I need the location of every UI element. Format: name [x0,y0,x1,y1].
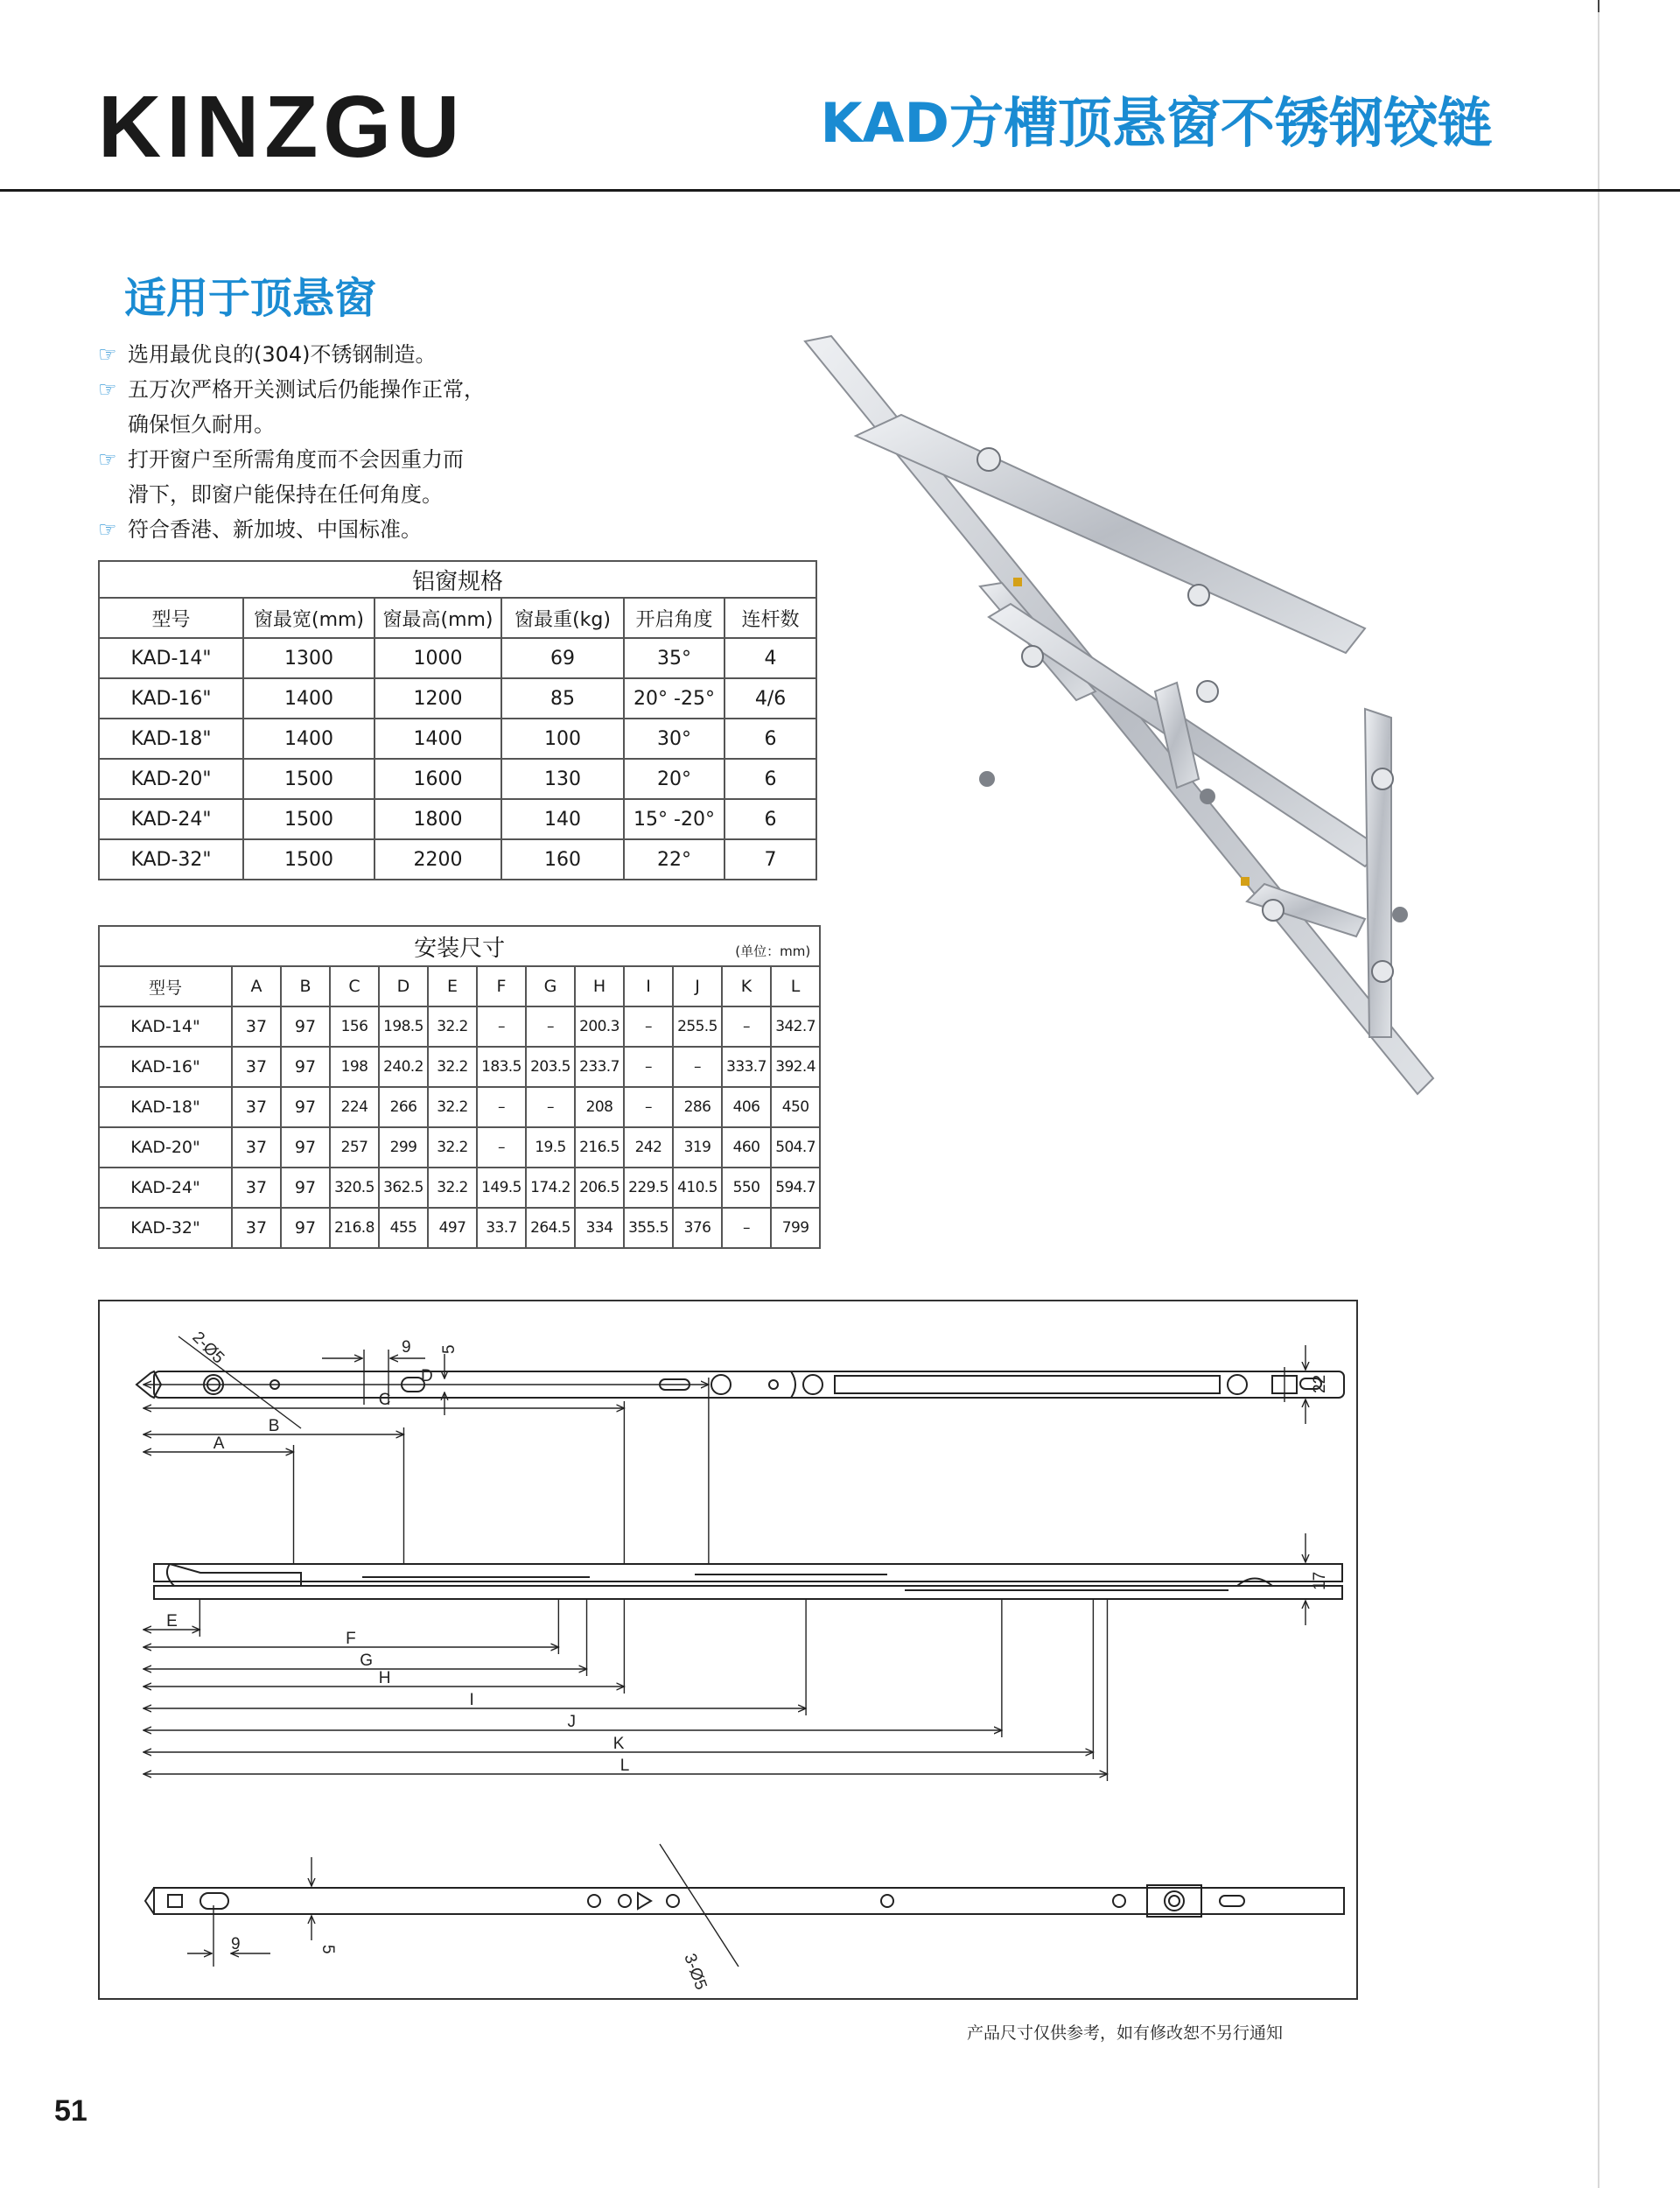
value-cell: 32.2 [428,1087,477,1127]
value-cell: 6 [724,799,816,839]
column-header: 型号 [99,966,232,1006]
bottom-rail-hole [667,1895,679,1907]
value-cell: 174.2 [526,1168,575,1208]
top-arm-channel [835,1376,1220,1393]
column-header: 窗最重(kg) [501,598,624,638]
table-row [99,1006,820,1047]
dim-5-label: 5 [440,1344,458,1354]
column-header: 连杆数 [724,598,816,638]
value-cell: 97 [281,1047,330,1087]
top-arm-rib [791,1371,795,1398]
table-row [99,799,816,839]
bottom-rail-hole-inner [1169,1896,1180,1906]
table-row [99,1087,820,1127]
section-heading: 适用于顶悬窗 [124,274,377,323]
value-cell: 35° [624,638,724,678]
value-cell: 37 [232,1208,281,1248]
table-row [99,719,816,759]
feature-list [98,337,485,547]
table-row [99,678,816,719]
right-margin-rule [1598,0,1600,2188]
value-cell: 20° -25° [624,678,724,719]
product-title: KAD方槽顶悬窗不锈钢铰链 [820,91,1492,155]
value-cell: 264.5 [526,1208,575,1248]
value-cell: 15° -20° [624,799,724,839]
value-cell: 497 [428,1208,477,1248]
bottom-rail-hole [588,1895,600,1907]
dimension-label: L [620,1757,630,1775]
dimension-label: A [213,1434,225,1453]
value-cell: 224 [330,1087,379,1127]
model-cell: KAD-18" [99,719,243,759]
feature-text: 滑下，即窗户能保持在任何角度。 [128,482,443,507]
value-cell: 406 [722,1087,771,1127]
value-cell: 7 [724,839,816,880]
value-cell: 30° [624,719,724,759]
value-cell: 97 [281,1168,330,1208]
value-cell: 37 [232,1087,281,1127]
feature-item [98,407,485,442]
value-cell: 342.7 [771,1006,820,1047]
dim-9-label: 9 [402,1338,411,1357]
value-cell: 6 [724,759,816,799]
value-cell: 333.7 [722,1047,771,1087]
value-cell: 97 [281,1127,330,1168]
value-cell: 200.3 [575,1006,624,1047]
dimension-label: G [360,1652,374,1670]
hole-leader-top [178,1336,301,1428]
dimension-label: K [612,1735,625,1753]
value-cell: 594.7 [771,1168,820,1208]
hinge-product-photo [788,324,1452,1112]
value-cell: – [624,1087,673,1127]
top-arm-hole [769,1380,778,1389]
table-header-row [99,966,820,1006]
dimension-label: I [469,1691,474,1709]
value-cell: 19.5 [526,1127,575,1168]
value-cell: 130 [501,759,624,799]
value-cell: 266 [379,1087,428,1127]
page-number: 51 [54,2094,88,2128]
value-cell: 208 [575,1087,624,1127]
model-cell: KAD-32" [99,839,243,880]
value-cell: 286 [673,1087,722,1127]
column-header: G [526,966,575,1006]
column-header: H [575,966,624,1006]
value-cell: – [624,1006,673,1047]
dimension-label: B [268,1417,280,1435]
bottom-rail-square [168,1895,182,1907]
pointing-hand-icon: ☞ [98,447,117,472]
column-header: L [771,966,820,1006]
value-cell: 1400 [243,678,374,719]
value-cell: 32.2 [428,1047,477,1087]
footer-disclaimer: 产品尺寸仅供参考，如有修改恕不另行通知 [967,2023,1284,2043]
value-cell: 32.2 [428,1168,477,1208]
value-cell: – [477,1127,526,1168]
table-row [99,638,816,678]
value-cell: 1600 [374,759,501,799]
value-cell: 460 [722,1127,771,1168]
dimension-lines [144,1378,1107,1781]
value-cell: 37 [232,1127,281,1168]
value-cell: 97 [281,1006,330,1047]
value-cell: 455 [379,1208,428,1248]
bottom-rail-hole [619,1895,631,1907]
hole-leader-bottom [660,1844,738,1967]
value-cell: 229.5 [624,1168,673,1208]
table-title: 铝窗规格 [99,561,816,598]
unit-label: (单位：mm) [735,943,811,959]
value-cell: 255.5 [673,1006,722,1047]
model-cell: KAD-18" [99,1087,232,1127]
model-cell: KAD-24" [99,1168,232,1208]
value-cell: 233.7 [575,1047,624,1087]
dimension-labels [166,1367,629,1775]
column-header: I [624,966,673,1006]
header-divider [0,189,1680,192]
value-cell: 257 [330,1127,379,1168]
main-rail-outline [154,1564,1342,1581]
value-cell: 1500 [243,799,374,839]
value-cell: 203.5 [526,1047,575,1087]
value-cell: – [722,1208,771,1248]
value-cell: 319 [673,1127,722,1168]
value-cell: 4 [724,638,816,678]
value-cell: 32.2 [428,1006,477,1047]
column-header: 开启角度 [624,598,724,638]
model-cell: KAD-16" [99,678,243,719]
value-cell: 97 [281,1208,330,1248]
bottom-rail-triangle [638,1893,651,1909]
table-row [99,1168,820,1208]
column-header: B [281,966,330,1006]
value-cell: 6 [724,719,816,759]
bottom-rail-tip [145,1888,154,1914]
feature-item [98,337,485,372]
value-cell: 355.5 [624,1208,673,1248]
bottom-rail-hole [1113,1895,1125,1907]
rail-left-end [167,1564,301,1586]
table-body [99,638,816,880]
dimension-label: E [166,1612,178,1630]
pointing-hand-icon: ☞ [98,342,117,367]
main-rail-base [154,1586,1342,1599]
value-cell: 1400 [374,719,501,759]
pointing-hand-icon: ☞ [98,377,117,402]
value-cell: 1000 [374,638,501,678]
value-cell: – [673,1047,722,1087]
top-arm-hole [711,1375,731,1394]
value-cell: – [722,1006,771,1047]
value-cell: – [526,1006,575,1047]
value-cell: 1200 [374,678,501,719]
bottom-rail-slot [200,1893,228,1909]
pointing-hand-icon: ☞ [98,517,117,542]
table-row [99,759,816,799]
feature-text: 选用最优良的(304)不锈钢制造。 [128,342,437,367]
dimension-label: H [378,1669,391,1687]
value-cell: 33.7 [477,1208,526,1248]
bottom-rail-hole [881,1895,893,1907]
crop-mark [1598,0,1600,12]
model-cell: KAD-24" [99,799,243,839]
value-cell: 160 [501,839,624,880]
value-cell: 97 [281,1087,330,1127]
value-cell: 392.4 [771,1047,820,1087]
value-cell: 410.5 [673,1168,722,1208]
bottom-rail-hole [1165,1891,1184,1911]
value-cell: 299 [379,1127,428,1168]
model-cell: KAD-16" [99,1047,232,1087]
value-cell: 320.5 [330,1168,379,1208]
hole-callout-top: 2-Ø5 [188,1328,228,1368]
table-row [99,1127,820,1168]
dim-22-label: 22 [1311,1374,1329,1393]
value-cell: 156 [330,1006,379,1047]
value-cell: 37 [232,1006,281,1047]
feature-item [98,442,485,477]
dim-5-bottom-label: 5 [318,1945,337,1954]
value-cell: 216.5 [575,1127,624,1168]
value-cell: 20° [624,759,724,799]
value-cell: – [624,1047,673,1087]
value-cell: 4/6 [724,678,816,719]
value-cell: 69 [501,638,624,678]
table-row [99,839,816,880]
column-header: 窗最高(mm) [374,598,501,638]
model-cell: KAD-32" [99,1208,232,1248]
value-cell: 376 [673,1208,722,1248]
value-cell: 334 [575,1208,624,1248]
hole-callout-bottom: 3-Ø5 [680,1951,710,1993]
column-header: A [232,966,281,1006]
value-cell: – [526,1087,575,1127]
feature-text: 确保恒久耐用。 [128,412,275,437]
table-title [99,926,820,966]
value-cell: 32.2 [428,1127,477,1168]
value-cell: – [477,1006,526,1047]
value-cell: 362.5 [379,1168,428,1208]
value-cell: 37 [232,1047,281,1087]
window-spec-table [98,560,817,880]
value-cell: 37 [232,1168,281,1208]
value-cell: 183.5 [477,1047,526,1087]
column-header: 窗最宽(mm) [243,598,374,638]
install-dimension-table [98,925,821,1249]
column-header: E [428,966,477,1006]
column-header: F [477,966,526,1006]
column-header: J [673,966,722,1006]
dimension-label: C [378,1391,391,1409]
value-cell: 1800 [374,799,501,839]
dim-9-bottom-label: 9 [231,1935,241,1953]
value-cell: 140 [501,799,624,839]
table-body [99,1006,820,1248]
technical-drawing [100,1301,1360,2002]
value-cell: 149.5 [477,1168,526,1208]
model-cell: KAD-14" [99,638,243,678]
column-header: K [722,966,771,1006]
column-header: D [379,966,428,1006]
top-arm-hole [803,1375,822,1394]
value-cell: 450 [771,1087,820,1127]
value-cell: 1500 [243,839,374,880]
brand-logo: KINZGU [98,78,466,176]
bottom-rail-slot [1220,1896,1244,1906]
value-cell: 240.2 [379,1047,428,1087]
column-header: C [330,966,379,1006]
bottom-rail-block [1147,1885,1201,1917]
value-cell: – [477,1087,526,1127]
value-cell: 504.7 [771,1127,820,1168]
feature-item [98,512,485,547]
feature-text: 打开窗户至所需角度而不会因重力而 [128,447,464,472]
value-cell: 100 [501,719,624,759]
value-cell: 22° [624,839,724,880]
value-cell: 799 [771,1208,820,1248]
value-cell: 198 [330,1047,379,1087]
technical-drawing-frame [98,1300,1358,2000]
table-row [99,1047,820,1087]
dim-17-label: 17 [1311,1571,1329,1590]
table-row [99,1208,820,1248]
value-cell: 242 [624,1127,673,1168]
top-arm-hole [1228,1375,1247,1394]
column-header: 型号 [99,598,243,638]
value-cell: 206.5 [575,1168,624,1208]
feature-item [98,372,485,407]
dimension-label: F [346,1630,356,1648]
dimension-label: D [420,1367,433,1385]
model-cell: KAD-20" [99,759,243,799]
table-header-row [99,598,816,638]
value-cell: 550 [722,1168,771,1208]
model-cell: KAD-14" [99,1006,232,1047]
feature-text: 符合香港、新加坡、中国标准。 [128,517,422,542]
value-cell: 198.5 [379,1006,428,1047]
feature-text: 五万次严格开关测试后仍能操作正常， [128,377,485,402]
value-cell: 1300 [243,638,374,678]
feature-item [98,477,485,512]
dimension-label: J [567,1713,576,1731]
model-cell: KAD-20" [99,1127,232,1168]
value-cell: 2200 [374,839,501,880]
value-cell: 85 [501,678,624,719]
value-cell: 216.8 [330,1208,379,1248]
table-title-text: 安装尺寸 [414,935,506,962]
value-cell: 1500 [243,759,374,799]
value-cell: 1400 [243,719,374,759]
